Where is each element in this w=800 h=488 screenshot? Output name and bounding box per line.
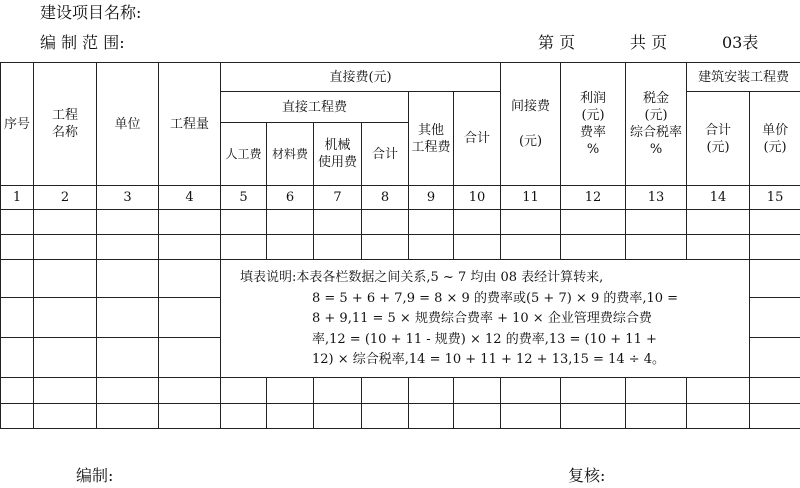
colnum-3: 3 <box>97 186 159 210</box>
colnum-9: 9 <box>409 186 454 210</box>
col-works-subtotal: 合计 <box>362 123 409 186</box>
colnum-6: 6 <box>267 186 314 210</box>
col-project-name: 工程 名称 <box>34 63 97 186</box>
col-quantity: 工程量 <box>159 63 221 186</box>
table-row <box>1 378 800 404</box>
col-direct-works: 直接工程费 <box>221 92 409 123</box>
table-row <box>1 404 800 429</box>
form-id: 03表 <box>722 33 759 52</box>
colnum-11: 11 <box>501 186 561 210</box>
colnum-10: 10 <box>454 186 501 210</box>
total-pages-label: 共 页 <box>630 33 668 52</box>
reviewed-by-label: 复核: <box>568 466 606 485</box>
colnum-7: 7 <box>314 186 362 210</box>
colnum-12: 12 <box>561 186 626 210</box>
col-construction-total: 合计 (元) <box>687 92 750 186</box>
page-label: 第 页 <box>538 33 576 52</box>
colnum-13: 13 <box>626 186 687 210</box>
column-number-row <box>1 186 800 210</box>
col-construction: 建筑安装工程费 <box>687 63 800 92</box>
col-material: 材料费 <box>267 123 314 186</box>
col-other: 其他 工程费 <box>409 92 454 186</box>
project-name-label: 建设项目名称: <box>40 3 142 22</box>
colnum-2: 2 <box>34 186 97 210</box>
col-direct-fee: 直接费(元) <box>221 63 501 92</box>
col-direct-total: 合计 <box>454 92 501 186</box>
note-line-1: 填表说明:本表各栏数据之间关系,5 ~ 7 均由 08 表经计算转来, <box>240 270 604 285</box>
table-row <box>1 210 800 235</box>
col-tax: 税金 (元) 综合税率 % <box>626 63 687 186</box>
col-profit: 利润 (元) 费率 % <box>561 63 626 186</box>
col-construction-unit-price: 单价 (元) <box>750 92 800 186</box>
note-line-2: 8 = 5 + 6 + 7,9 = 8 × 9 的费率或(5 + 7) × 9 的费率,10 = <box>312 290 679 306</box>
colnum-1: 1 <box>1 186 34 210</box>
col-unit: 单位 <box>97 63 159 186</box>
col-seq: 序号 <box>1 63 34 186</box>
colnum-8: 8 <box>362 186 409 210</box>
colnum-4: 4 <box>159 186 221 210</box>
prepared-by-label: 编制: <box>76 466 114 485</box>
col-labor: 人工费 <box>221 123 267 186</box>
note-line-3: 8 + 9,11 = 5 × 规费综合费率 + 10 × 企业管理费综合费 <box>312 311 652 326</box>
scope-label: 编 制 范 围: <box>40 33 125 52</box>
cost-table <box>0 62 800 429</box>
colnum-14: 14 <box>687 186 750 210</box>
col-machine: 机械 使用费 <box>314 123 362 186</box>
col-indirect: 间接费 (元) <box>501 63 561 186</box>
colnum-15: 15 <box>750 186 800 210</box>
table-row <box>1 235 800 260</box>
colnum-5: 5 <box>221 186 267 210</box>
note-line-5: 12) × 综合税率,14 = 10 + 11 + 12 + 13,15 = 14 ÷ 4。 <box>312 352 666 367</box>
note-line-4: 率,12 = (10 + 11 - 规费) × 12 的费率,13 = (10 + 11 + <box>312 331 657 347</box>
fill-instructions <box>240 268 700 371</box>
